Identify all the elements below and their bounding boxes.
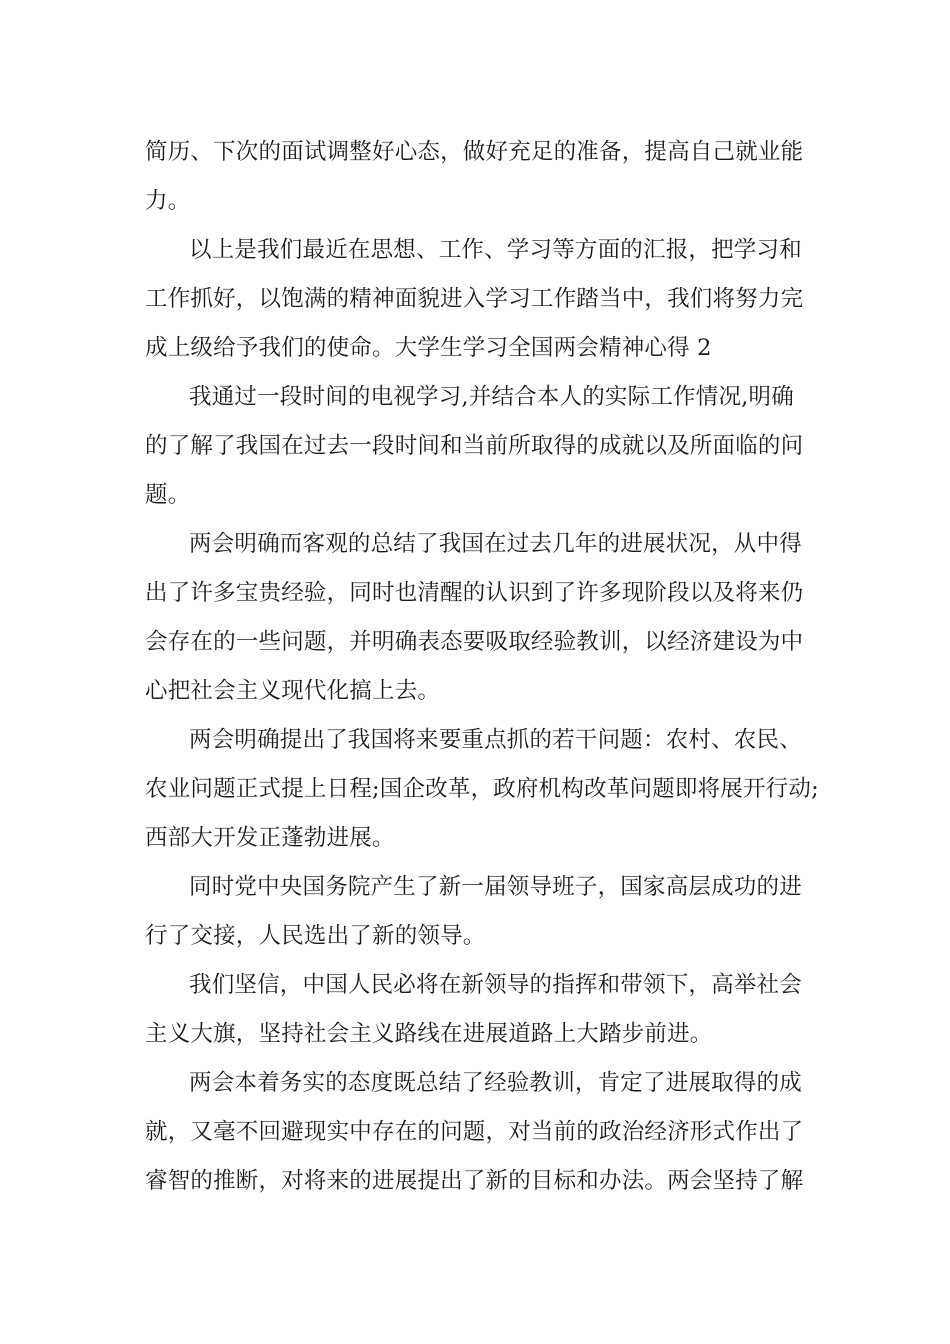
- paragraph-start-line: 两会本着务实的态度既总结了经验教训，肯定了进展取得的成: [189, 1070, 802, 1096]
- text-line: 西部大开发正蓬勃进展。: [145, 825, 395, 851]
- paragraph-start-line: 以上是我们最近在思想、工作、学习等方面的汇报，把学习和: [189, 237, 802, 263]
- paragraph-start-line: 两会明确而客观的总结了我国在过去几年的进展状况，从中得: [189, 531, 802, 557]
- paragraph-start-line: 我通过一段时间的电视学习,并结合本人的实际工作情况,明确: [189, 384, 794, 410]
- text-line: 就，又毫不回避现实中存在的问题，对当前的政治经济形式作出了: [145, 1119, 804, 1145]
- paragraph-start-line: 同时党中央国务院产生了新一届领导班子，国家高层成功的进: [189, 874, 802, 900]
- paragraph-start-line: 两会明确提出了我国将来要重点抓的若干问题：农村、农民、: [189, 727, 802, 753]
- text-line: 力。: [145, 188, 191, 214]
- text-line: 农业问题正式提上日程;国企改革，政府机构改革问题即将展开行动;: [145, 776, 819, 802]
- text-line: 工作抓好，以饱满的精神面貌进入学习工作踏当中，我们将努力完: [145, 286, 804, 312]
- text-line: 简历、下次的面试调整好心态，做好充足的准备，提高自己就业能: [145, 139, 804, 165]
- text-line: 题。: [145, 482, 191, 508]
- document-body: [145, 128, 819, 1206]
- text-line: 成上级给予我们的使命。大学生学习全国两会精神心得 2: [145, 335, 712, 361]
- text-line: 行了交接，人民选出了新的领导。: [145, 923, 486, 949]
- text-line: 出了许多宝贵经验，同时也清醒的认识到了许多现阶段以及将来仍: [145, 580, 804, 606]
- paragraph-start-line: 我们坚信，中国人民必将在新领导的指挥和带领下，高举社会: [189, 972, 802, 998]
- text-line: 心把社会主义现代化搞上去。: [145, 678, 441, 704]
- text-line: 的了解了我国在过去一段时间和当前所取得的成就以及所面临的问: [145, 433, 804, 459]
- text-line: 睿智的推断，对将来的进展提出了新的目标和办法。两会坚持了解: [145, 1168, 804, 1194]
- text-line: 会存在的一些问题，并明确表态要吸取经验教训，以经济建设为中: [145, 629, 804, 655]
- text-line: 主义大旗，坚持社会主义路线在进展道路上大踏步前进。: [145, 1021, 713, 1047]
